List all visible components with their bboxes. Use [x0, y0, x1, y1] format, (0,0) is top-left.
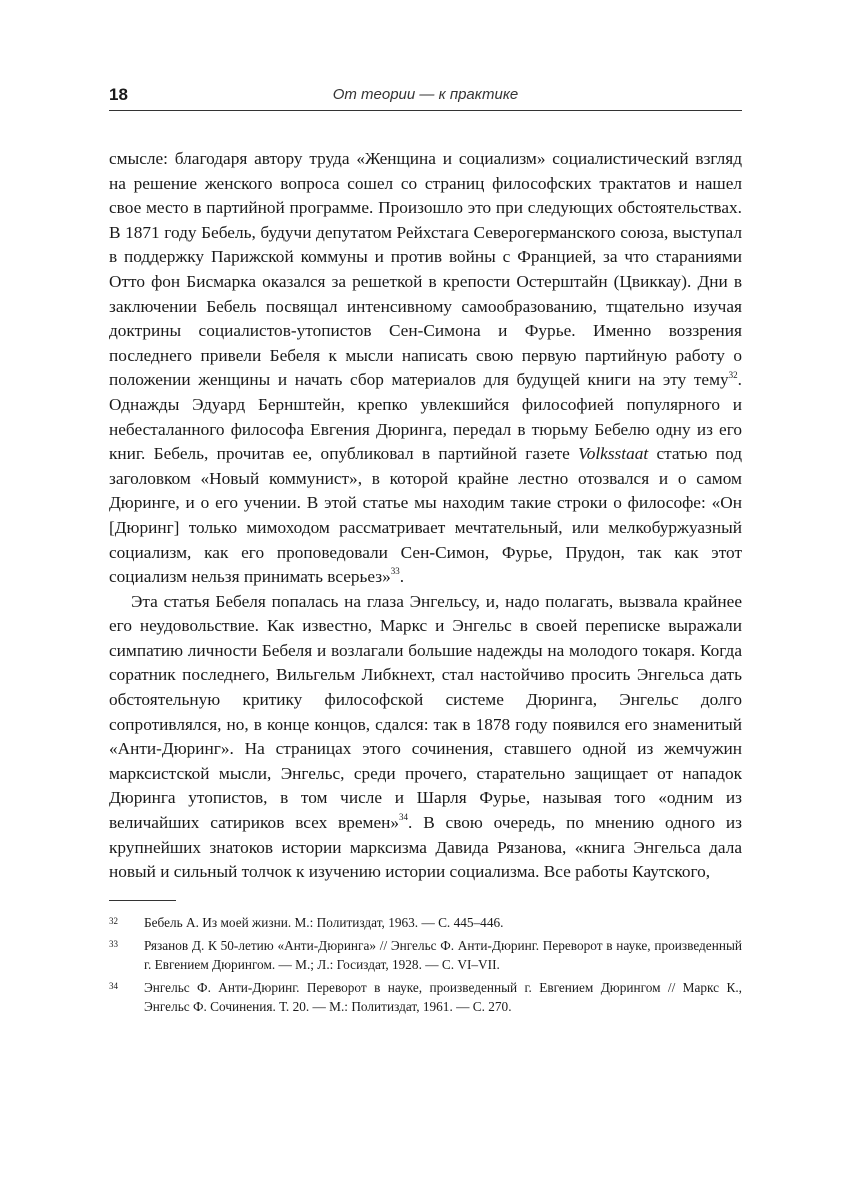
footnote-text: Энгельс Ф. Анти-Дюринг. Переворот в науке, произведенный г. Евгением Дюрингом // Маркс К., Энгельс Ф. Сочинения. Т. 20. — М.: Политиздат, 1961. — С. 270.	[144, 979, 742, 1014]
running-title: От теории — к практике	[332, 86, 519, 103]
paragraph-1	[109, 147, 742, 590]
paragraph-2	[109, 590, 742, 885]
footnote-number: 34	[109, 980, 118, 991]
footnote-33	[109, 936, 742, 974]
paragraph-1-text-c: статью под заголовком «Новый коммунист», в которой крайне лестно отозвался и о самом Дюринге, и о его учении. В этой статье мы находим такие строки о философе: «Он [Дюринг] только мимоходом рассматривает мечтательный, или мелкобуржуазный социализм, как его проповедовали Сен-Симон, Фурье, Прудон, так как этот социализм нельзя принимать всерьез»	[109, 444, 742, 587]
footnote-number: 33	[109, 938, 118, 949]
footnote-text: Рязанов Д. К 50-летию «Анти-Дюринга» // Энгельс Ф. Анти-Дюринг. Переворот в науке, произведенный г. Евгением Дюрингом. — М.; Л.: Госиздат, 1928. — С. VI–VII.	[144, 937, 742, 972]
paragraph-1-text-a: смысле: благодаря автору труда «Женщина и социализм» социалистический взгляд на решение женского вопроса сошел со страниц философских трактатов и нашел свое место в партийной программе. Произошло это при следующих обстоятельствах. В 1871 году Бебель, будучи депутатом Рейхстага Северогерманского союза, выступал в поддержку Парижской коммуны и против войны с Францией, за что стараниями Отто фон Бисмарка оказался за решеткой в крепости Остерштайн (Цвиккау). Дни в заключении Бебель посвящал интенсивному самообразованию, тщательно изучая доктрины социалистов-утопистов Сен-Симона и Фурье. Именно воззрения последнего привели Бебеля к мысли написать свою первую партийную работу о положении женщины и начать сбор материалов для будущей книги на эту тему	[109, 149, 742, 390]
footnote-ref-34: 34	[399, 812, 409, 823]
footnote-divider	[109, 900, 176, 901]
footnote-number: 32	[109, 915, 118, 926]
footnote-ref-33: 33	[390, 566, 400, 577]
footnote-ref-32: 32	[728, 369, 738, 380]
book-page	[109, 80, 742, 1020]
footnotes	[109, 913, 742, 1016]
paragraph-1-text-b: . Однажды Эдуард Бернштейн, крепко увлекшийся философией популярного и небесталанного философа Евгения Дюринга, передал в тюрьму Бебелю одну из его книг. Бебель, прочитав ее, опубликовал в партийной газете	[109, 370, 742, 464]
footnote-34	[109, 978, 742, 1016]
running-header	[109, 80, 742, 111]
footnote-text: Бебель А. Из моей жизни. М.: Политиздат, 1963. — С. 445–446.	[144, 914, 504, 930]
paragraph-2-text-a: Эта статья Бебеля попалась на глаза Энгельсу, и, надо полагать, вызвала крайнее его неудовольствие. Как известно, Маркс и Энгельс в своей переписке выражали симпатию личности Бебеля и возлагали большие надежды на молодого токаря. Когда соратник последнего, Вильгельм Либкнехт, стал настойчиво просить Энгельса дать обстоятельную критику философской системе Дюринга, Энгельс долго сопротивлялся, но, в конце концов, сдался: так в 1878 году появился его знаменитый «Анти-Дюринг». На страницах этого сочинения, ставшего одной из жемчужин марксистской мысли, Энгельс, среди прочего, старательно защищает от нападок Дюринга утопистов, в том числе и Шарля Фурье, называя того «одним из величайших сатириков всех времен»	[109, 591, 742, 833]
paragraph-1-text-d: .	[399, 567, 405, 587]
body-text	[109, 147, 742, 885]
newspaper-title: Volksstaat	[578, 444, 649, 464]
page-number: 18	[109, 85, 128, 104]
footnote-32	[109, 913, 742, 932]
paragraph-2-text-b: . В свою очередь, по мнению одного из крупнейших знатоков истории марксизма Давида Рязанова, «книга Энгельса дала новый и сильный толчок к изучению истории социализма. Все работы Каутского,	[109, 813, 742, 882]
